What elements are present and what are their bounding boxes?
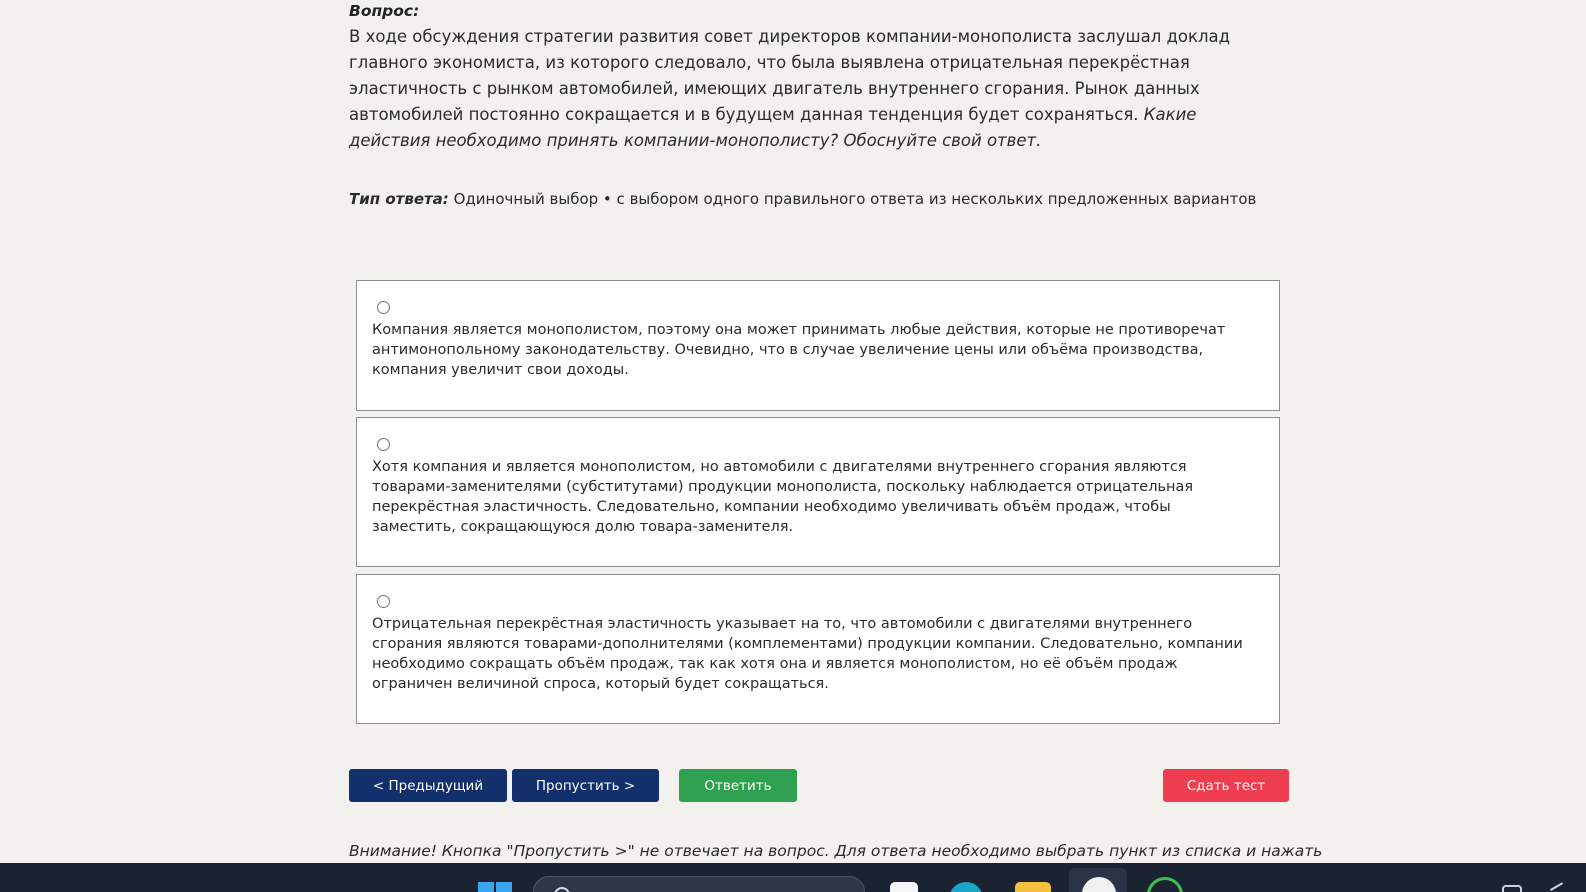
answer-type-value: Одиночный выбор • с выбором одного правильного ответа из нескольких предложенных вариантов <box>453 190 1257 208</box>
skip-button[interactable]: Пропустить > <box>512 769 659 802</box>
volume-icon[interactable] <box>1550 882 1568 892</box>
answer-option-text: Отрицательная перекрёстная эластичность указывает на то, что автомобили с двигателями внутреннего сгорания являются товарами-дополнителями (комплементами) продукции компании. Следовательно, компании необходимо сокращать объём продаж, так как хотя она и является монополистом, но её объём продаж ограничен величиной спроса, который будет сокращаться. <box>372 616 1243 692</box>
answer-option-text: Компания является монополистом, поэтому она может принимать любые действия, которые не противоречат антимонопольному законодательству. Очевидно, что в случае увеличение цены или объёма производства, компания увеличит свои доходы. <box>372 322 1226 378</box>
question-body: В ходе обсуждения стратегии развития совет директоров компании-монополиста заслушал доклад главного экономиста, из которого следовало, что была выявлена отрицательная перекрёстная эластичность с рынком автомобилей, имеющих двигатель внутреннего сгорания. Рынок данных автомобилей постоянно сокращается и в будущем данная тенденция будет сохраняться. <box>349 27 1231 124</box>
windows-start-icon[interactable] <box>478 882 514 892</box>
answer-option-1[interactable] <box>356 280 1280 411</box>
taskbar-search[interactable] <box>533 876 865 892</box>
edge-icon[interactable] <box>949 882 983 892</box>
question-text <box>349 24 1264 154</box>
warning-note: Внимание! Кнопка "Пропустить >" не отвечает на вопрос. Для ответа необходимо выбрать пункт из списка и нажать <box>349 842 1323 860</box>
answer-radio-1[interactable] <box>377 301 390 314</box>
answer-option-text: Хотя компания и является монополистом, но автомобили с двигателями внутреннего сгорания являются товарами-заменителями (субститутами) продукции монополиста, поскольку наблюдается отрицательная перекрёстная эластичность. Следовательно, компании необходимо увеличивать объём продаж, чтобы заместить, сокращающуюся долю товара-заменителя. <box>372 459 1194 535</box>
search-icon <box>554 887 570 892</box>
answer-option-3[interactable] <box>356 574 1280 724</box>
wifi-icon[interactable] <box>1502 885 1522 892</box>
taskbar <box>0 863 1586 892</box>
whatsapp-icon[interactable] <box>1147 877 1183 892</box>
submit-test-button[interactable]: Сдать тест <box>1163 769 1289 802</box>
answer-button[interactable]: Ответить <box>679 769 797 802</box>
question-label: Вопрос: <box>349 2 420 20</box>
answer-option-2[interactable] <box>356 417 1280 567</box>
answer-type-label: Тип ответа: <box>349 190 449 208</box>
answer-type <box>349 190 1256 208</box>
previous-button[interactable]: < Предыдущий <box>349 769 507 802</box>
question-prompt: Какие действия необходимо принять компании-монополисту? Обоснуйте свой ответ. <box>349 105 1197 150</box>
notepad-icon[interactable] <box>890 882 918 892</box>
answer-radio-3[interactable] <box>377 595 390 608</box>
file-explorer-icon[interactable] <box>1015 882 1051 892</box>
answer-radio-2[interactable] <box>377 438 390 451</box>
